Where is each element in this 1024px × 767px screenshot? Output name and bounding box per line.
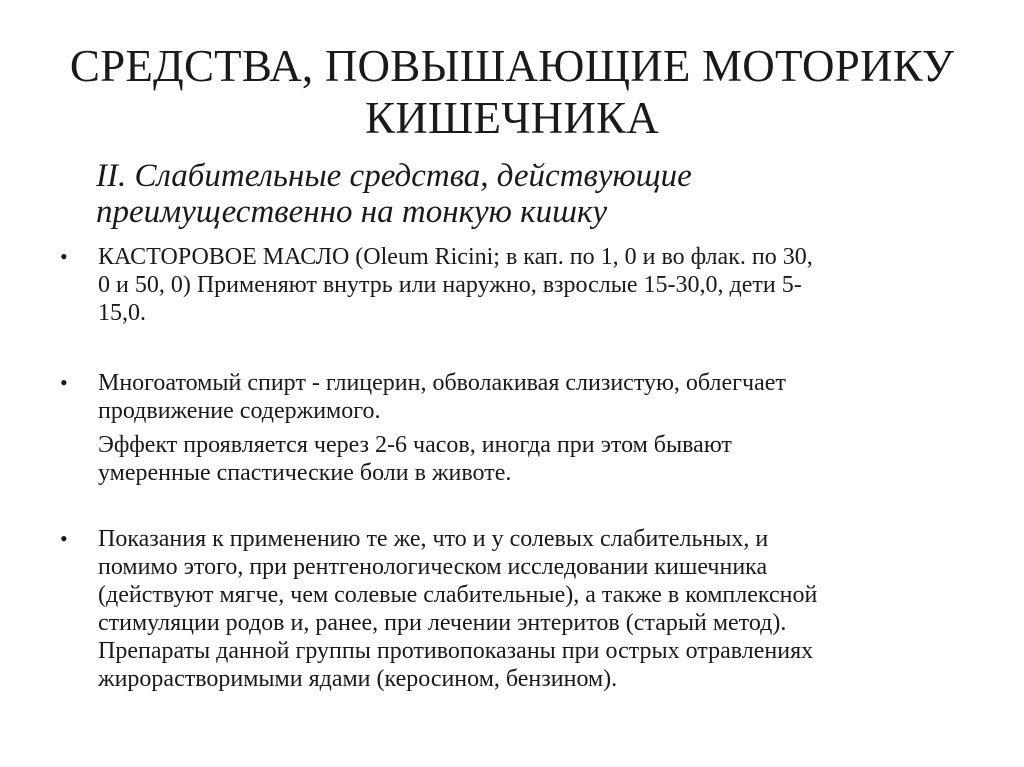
slide-title-line: КИШЕЧНИКА: [365, 93, 659, 143]
bullet-icon: •: [60, 526, 68, 551]
text-line: стимуляции родов и, ранее, при лечении энтеритов (старый метод).: [98, 610, 787, 636]
slide-title: [30, 40, 994, 144]
section-subtitle-line: II. Слабительные средства, действующие: [96, 158, 692, 194]
text-line: умеренные спастические боли в животе.: [98, 460, 512, 486]
text-line: Показания к применению те же, что и у солевых слабительных, и: [98, 526, 769, 552]
text-line: 15,0.: [98, 300, 146, 326]
text-line: 0 и 50, 0) Применяют внутрь или наружно, взрослые 15-30,0, дети 5-: [98, 272, 802, 298]
text-line: жирорастворимыми ядами (керосином, бензином).: [98, 666, 618, 692]
section-subtitle: [96, 158, 976, 230]
text-line: КАСТОРОВОЕ МАСЛО (Oleum Ricini; в кап. по 1, 0 и во флак. по 30,: [98, 244, 813, 270]
section-subtitle-line: преимущественно на тонкую кишку: [96, 194, 608, 230]
slide-title-line: СРЕДСТВА, ПОВЫШАЮЩИЕ МОТОРИКУ: [69, 41, 955, 91]
text-line: Эффект проявляется через 2-6 часов, иногда при этом бывают: [98, 432, 732, 458]
bullet-icon: •: [60, 370, 68, 395]
text-line: продвижение содержимого.: [98, 398, 381, 424]
text-line: (действуют мягче, чем солевые слабительные), а также в комплексной: [98, 582, 818, 608]
text-line: Многоатомый спирт - глицерин, обволакивая слизистую, облегчает: [98, 370, 786, 396]
effect-note-text: [98, 431, 978, 487]
bullet-item-text: [98, 369, 978, 425]
text-line: помимо этого, при рентгенологическом исследовании кишечника: [98, 554, 768, 580]
bullet-icon: •: [60, 244, 68, 269]
bullet-item-text: [98, 243, 978, 327]
text-line: Препараты данной группы противопоказаны при острых отравлениях: [98, 638, 814, 664]
bullet-item-text: [98, 525, 978, 693]
